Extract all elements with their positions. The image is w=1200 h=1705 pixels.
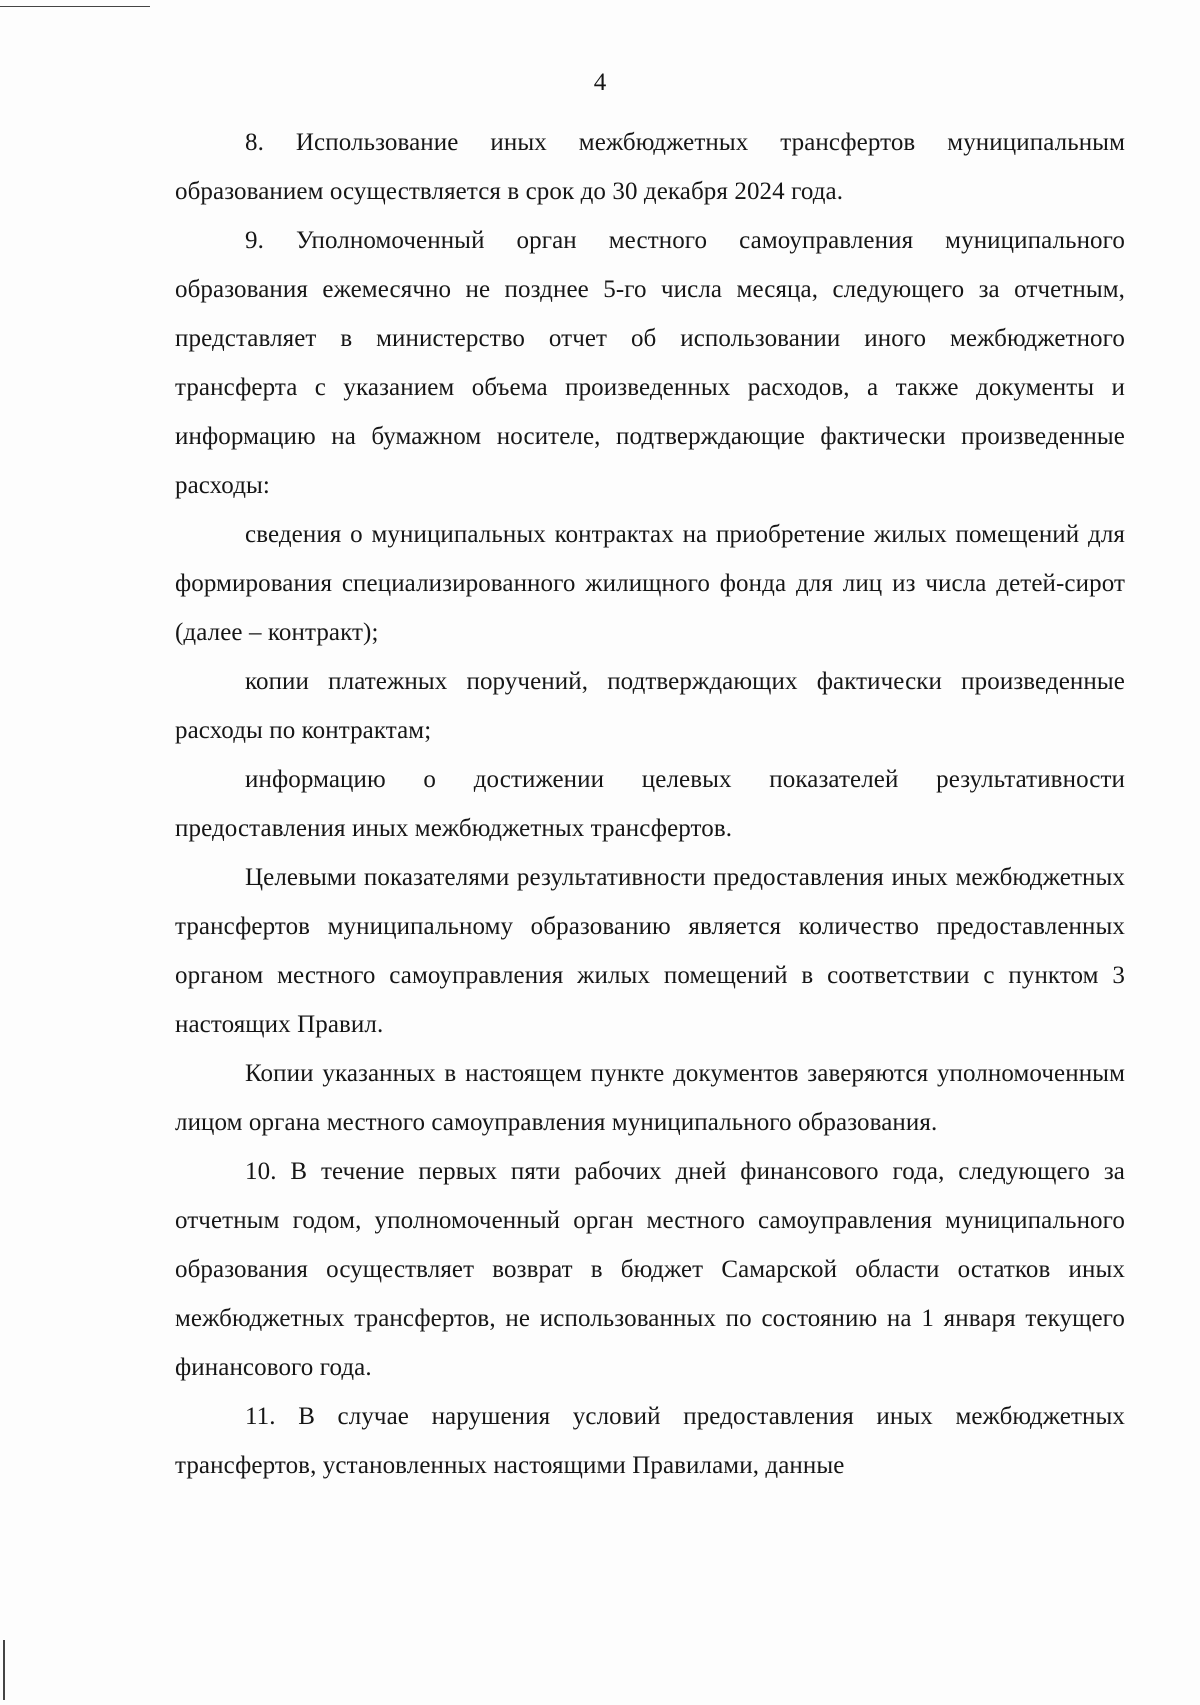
page-number: 4 <box>593 69 607 96</box>
paragraph-8: 8. Использование иных межбюджетных трансфертов муниципальным образованием осуществляется в срок до 30 декабря 2024 года. <box>175 129 1125 205</box>
scan-artifact-top-left <box>0 6 150 7</box>
paragraph-9: 9. Уполномоченный орган местного самоуправления муниципального образования ежемесячно не позднее 5-го числа месяца, следующего за отчетным, представляет в министерство отчет об использовании иного межбюджетного трансферта с указанием объема произведенных расходов, а также документы и информацию на бумажном носителе, подтверждающие фактически произведенные расходы: <box>175 227 1125 499</box>
paragraph-payment-orders: копии платежных поручений, подтверждающих фактически произведенные расходы по контрактам; <box>175 668 1125 744</box>
paragraph-document-copies: Копии указанных в настоящем пункте документов заверяются уполномоченным лицом органа местного самоуправления муниципального образования. <box>175 1060 1125 1136</box>
paragraph-target-indicators-info: информацию о достижении целевых показателей результативности предоставления иных межбюджетных трансфертов. <box>175 766 1125 842</box>
paragraph-10: 10. В течение первых пяти рабочих дней финансового года, следующего за отчетным годом, уполномоченный орган местного самоуправления муниципального образования осуществляет возврат в бюджет Самарской области остатков иных межбюджетных трансфертов, не использованных по состоянию на 1 января текущего финансового года. <box>175 1158 1125 1381</box>
paragraph-target-indicators: Целевыми показателями результативности предоставления иных межбюджетных трансфертов муниципальному образованию является количество предоставленных органом местного самоуправления жилых помещений в соответствии с пунктом 3 настоящих Правил. <box>175 864 1125 1038</box>
document-body <box>175 118 1125 1490</box>
paragraph-11: 11. В случае нарушения условий предоставления иных межбюджетных трансфертов, установленных настоящими Правилами, данные <box>175 1403 1125 1479</box>
scan-artifact-left-edge <box>3 1640 5 1700</box>
paragraph-contracts-info: сведения о муниципальных контрактах на приобретение жилых помещений для формирования специализированного жилищного фонда для лиц из числа детей-сирот (далее – контракт); <box>175 521 1125 646</box>
